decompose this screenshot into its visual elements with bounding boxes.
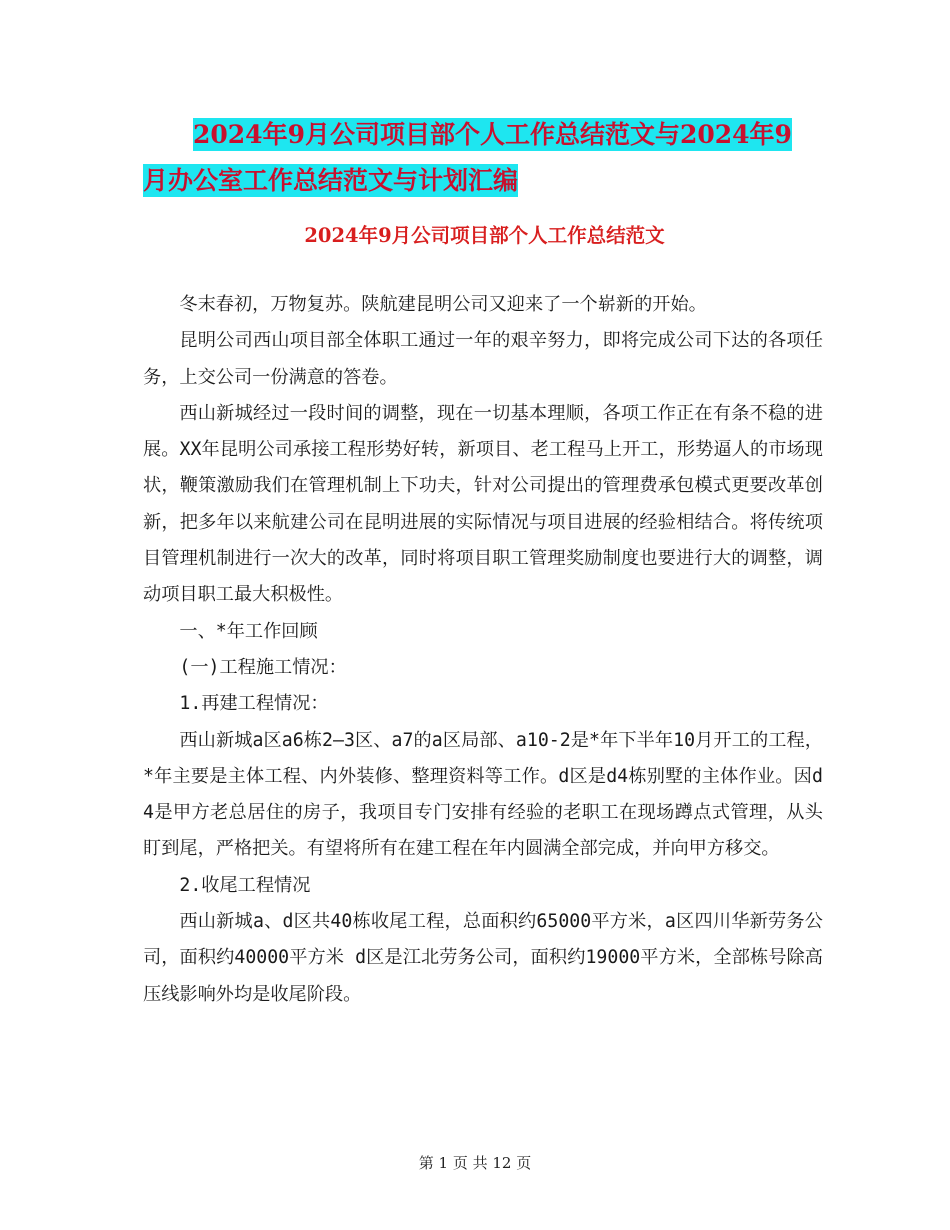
- heading-construction: (一)工程施工情况：: [179, 656, 347, 678]
- paragraph: 昆明公司西山项目部全体职工通过一年的艰辛努力，即将完成公司下达的各项任务，上交公司一份满意的答卷。: [143, 330, 823, 388]
- section-title: 2024年9月公司项目部个人工作总结范文: [304, 224, 665, 247]
- body-text: [143, 287, 823, 1013]
- paragraph: 冬末春初，万物复苏。陕航建昆明公司又迎来了一个崭新的开始。: [179, 294, 707, 315]
- page-footer: 第 1 页 共 12 页: [418, 1154, 532, 1172]
- heading-ongoing-projects: 1.再建工程情况：: [179, 693, 329, 715]
- heading-closing-projects: 2.收尾工程情况: [179, 874, 311, 896]
- paragraph: 西山新城a区a6栋2—3区、a7的a区局部、a10-2是*年下半年10月开工的工程，*年主要是主体工程、内外装修、整理资料等工作。d区是d4栋别墅的主体作业。因d4是甲方老总居住的房子，我项目专门安排有经验的老职工在现场蹲点式管理，从头盯到尾，严格把关。有望将所有在建工程在年内圆满全部完成，并向甲方移交。: [143, 729, 824, 860]
- title-line-2: 月办公室工作总结范文与计划汇编: [143, 166, 519, 195]
- paragraph: 西山新城经过一段时间的调整，现在一切基本理顺，各项工作正在有条不稳的进展。XX年昆明公司承接工程形势好转，新项目、老工程马上开工，形势逼人的市场现状，鞭策激励我们在管理机制上下功夫，针对公司提出的管理费承包模式更要改革创新，把多年以来航建公司在昆明进展的实际情况与项目进展的经验相结合。将传统项目管理机制进行一次大的改革，同时将项目职工管理奖励制度也要进行大的调整，调动项目职工最大积极性。: [143, 402, 823, 606]
- heading-review: 一、*年工作回顾: [179, 620, 318, 642]
- document-title: [143, 112, 823, 204]
- paragraph: 西山新城a、d区共40栋收尾工程，总面积约65000平方米，a区四川华新劳务公司，面积约40000平方米 d区是江北劳务公司，面积约19000平方米，全部栋号除高压线影响外均是收尾阶段。: [143, 911, 823, 1005]
- title-line-1: 2024年9月公司项目部个人工作总结范文与2024年9: [193, 120, 792, 149]
